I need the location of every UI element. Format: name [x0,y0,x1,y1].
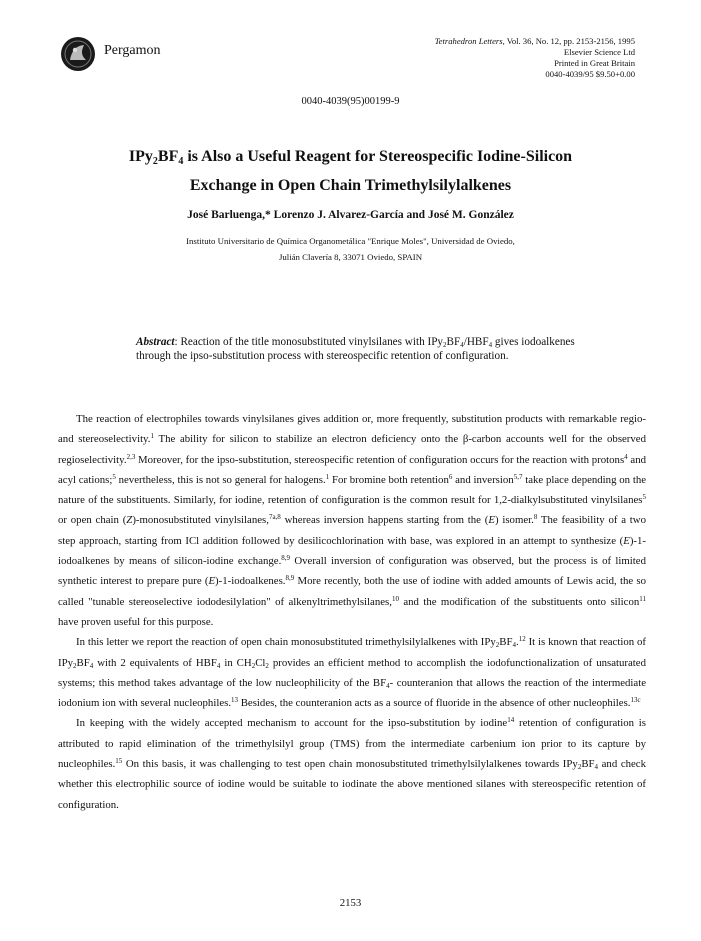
abstract: Abstract: Reaction of the title monosubstituted vinylsilanes with $IPy_2BF_4/HBF_4$ gives iodoalkenes through the ipso-substitution process with stereospecific retention of configuration. [136,336,575,362]
publisher-logo-icon [60,36,96,72]
affiliation [0,233,701,265]
affiliation-line-2: Julián Clavería 8, 33071 Oviedo, SPAIN [278,252,423,262]
body-text [58,409,646,815]
abstract-label: Abstract [136,336,175,348]
paragraph-3: In keeping with the widely accepted mechanism to account for the ipso-substitution by iodine$^{14}$ retention of configuration is attributed to rapid elimination of the trimethylsilyl group (TMS) from the intermediate carbenium ion prior to its capture by nucleophiles.$^{15}$ On this basis, it was challenging to test open chain monosubstituted trimethylsilylalkenes towards $IPy_2BF_4$ and check whether this electrophilic source of iodine would be suitable to iodinate the above mentioned silanes with stereospecific retention of configuration. [58,716,646,811]
affiliation-line-1: Instituto Universitario de Química Organometálica "Enrique Moles", Universidad de Oviedo, [186,236,515,246]
title-line-1: $IPy_2BF_4$ is Also a Useful Reagent for Stereospecific Iodine-Silicon [128,148,573,167]
publisher-name: Pergamon [104,43,161,58]
journal-name: Tetrahedron Letters [434,36,503,46]
copyright-line: Elsevier Science Ltd [563,47,635,57]
paragraph-1: The reaction of electrophiles towards vinylsilanes gives addition or, more frequently, substitution products with remarkable regio- and stereoselectivity.$^1$ The ability for silicon to stabilize an electron deficiency onto the β-carbon accounts well for the observed regioselectivity.$^{2,3}$ Moreover, for the ipso-substitution, stereospecific retention of configuration occurs for the reaction with protons$^4$ and acyl cations;$^5$ nevertheless, this is not so general for halogens.$^1$ For bromine both retention$^6$ and inversion$^{5,7}$ take place depending on the nature of the substituents. Similarly, for iodine, retention of configuration is the common result for 1,2-dialkylsubstituted vinylsilanes$^5$ or open chain (Z)-monosubstituted vinylsilanes,$^{7a,8}$ whereas inversion happens starting from the (E) isomer.$^8$ The feasibility of a two step approach, starting from ICl addition followed by desilicochlorination with base, was explored in an attempt to synthesize (E)-1-iodoalkenes by means of silicon-iodine exchange.$^{8,9}$ Overall inversion of configuration was observed, but the process is of limited synthetic interest to prepare pure (E)-1-iodoalkenes.$^{8,9}$ More recently, both the use of iodine with added amounts of Lewis acid, the so called "tunable stereoselective iododesilylation" of alkenyltrimethylsilanes,$^{10}$ and the modification of the substituents onto silicon$^{11}$ have proven useful for this purpose. [58,413,647,628]
journal-info [435,36,635,80]
issn-line: 0040-4039/95 $9.50+0.00 [545,69,635,79]
paragraph-2: In this letter we report the reaction of open chain monosubstituted trimethylsilylalkenes with $IPy_2BF_4.^{12}$ It is known that reaction of $IPy_2BF_4$ with 2 equivalents of $HBF_4$ in $CH_2Cl_2$ provides an efficient method to accomplish the iodofunctionalization of unsaturated systems; this method takes advantage of the low nucleophilicity of the $BF_4-$ counteranion that allows the reaction of the intermediate iodonium ion with several nucleophiles.$^{13}$ Besides, the counteranion acts as a source of fluoride in the absence of other nucleophiles.$^{13c}$ [58,635,647,710]
authors: José Barluenga,* Lorenzo J. Alvarez-García and José M. González [187,209,514,221]
journal-citation [435,36,635,47]
printed-line: Printed in Great Britain [554,58,635,68]
title-line-2: Exchange in Open Chain Trimethylsilylalkenes [189,177,512,194]
page-number: 2153 [339,897,362,909]
journal-volume: , Vol. 36, No. 12, pp. 2153-2156, 1995 [502,36,635,46]
doi: 0040-4039(95)00199-9 [301,96,400,107]
paper-title [0,142,701,200]
